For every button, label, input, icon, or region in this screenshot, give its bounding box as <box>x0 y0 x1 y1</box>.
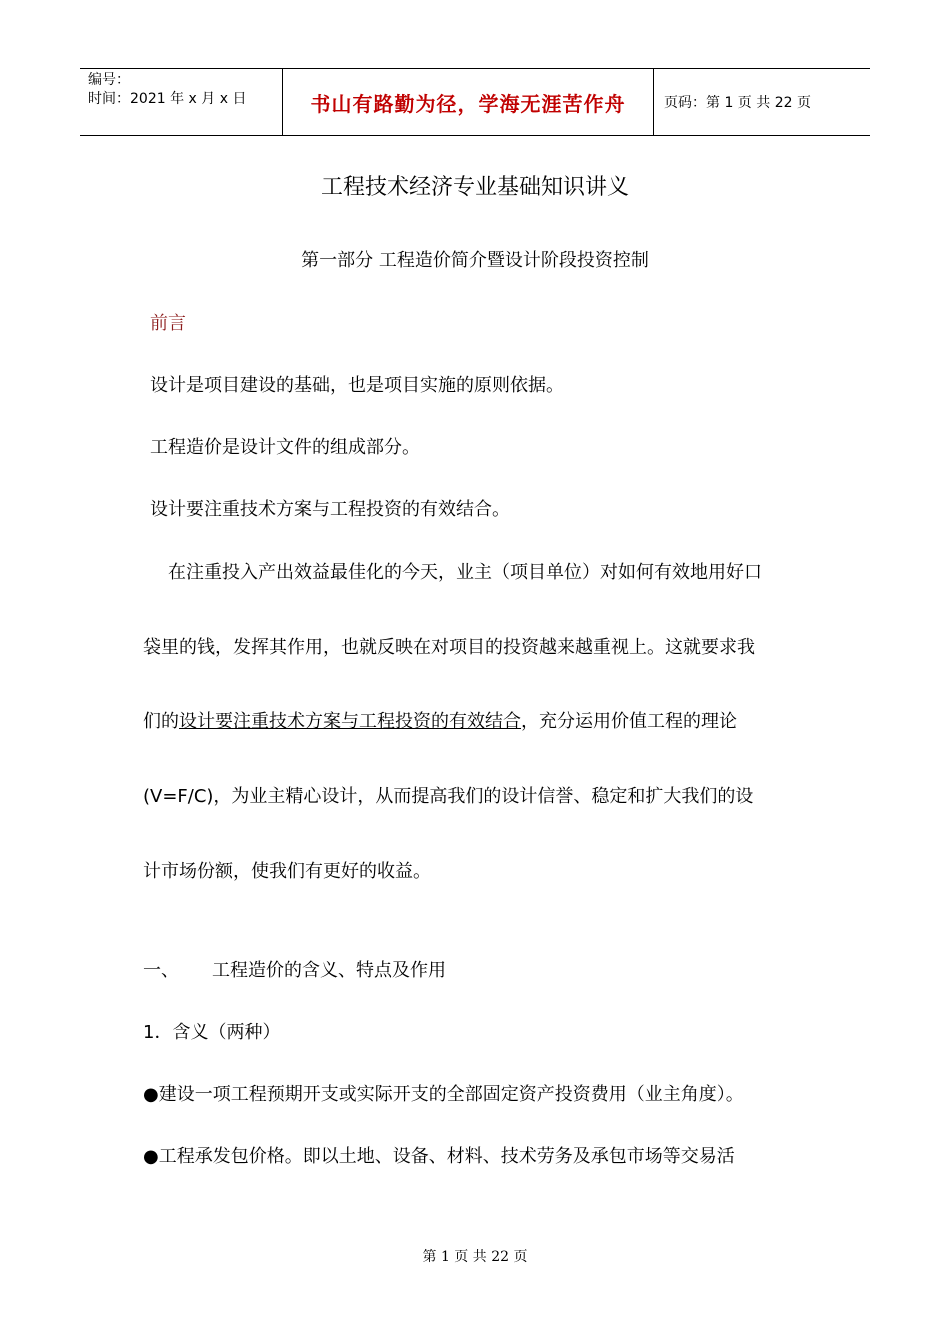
bullet-item: ●建设一项工程预期开支或实际开支的全部固定资产投资费用（业主角度）。 <box>143 1084 744 1105</box>
section-heading: 工程造价的含义、特点及作用 <box>212 960 446 981</box>
preface-heading: 前言 <box>150 313 186 334</box>
time-label: 时间：2021 年 x 月 x 日 <box>88 91 247 107</box>
paragraph-line: 袋里的钱，发挥其作用，也就反映在对项目的投资越来越重视上。这就要求我 <box>143 637 755 658</box>
list-item-heading: 1．含义（两种） <box>143 1022 281 1043</box>
paragraph-line <box>143 707 737 733</box>
motto-text: 书山有路勤为径，学海无涯苦作舟 <box>310 91 626 116</box>
paragraph-line: 设计是项目建设的基础，也是项目实施的原则依据。 <box>150 375 564 396</box>
document-header <box>80 68 870 136</box>
part-subtitle: 第一部分 工程造价简介暨设计阶段投资控制 <box>301 250 649 271</box>
paragraph-line: (V=F/C)，为业主精心设计，从而提高我们的设计信誉、稳定和扩大我们的设 <box>143 786 754 807</box>
page-footer: 第 1 页 共 22 页 <box>422 1249 528 1265</box>
text-run: ，充分运用价值工程的理论 <box>521 711 737 732</box>
header-motto-cell <box>282 69 654 135</box>
underlined-emphasis: 设计要注重技术方案与工程投资的有效结合 <box>179 711 521 732</box>
section-number: 一、 <box>143 960 179 981</box>
paragraph-line: 设计要注重技术方案与工程投资的有效结合。 <box>150 499 510 520</box>
paragraph-line: 工程造价是设计文件的组成部分。 <box>150 437 420 458</box>
number-label: 编号： <box>88 72 130 88</box>
bullet-item: ●工程承发包价格。即以土地、设备、材料、技术劳务及承包市场等交易活 <box>143 1146 735 1167</box>
text-run: 们的 <box>143 711 179 732</box>
document-title: 工程技术经济专业基础知识讲义 <box>320 175 629 200</box>
page-info: 页码：第 1 页 共 22 页 <box>664 95 811 111</box>
header-meta <box>80 69 282 135</box>
paragraph-line: 在注重投入产出效益最佳化的今天，业主（项目单位）对如何有效地用好口 <box>168 562 762 583</box>
header-page-cell <box>654 69 870 135</box>
paragraph-line: 计市场份额，使我们有更好的收益。 <box>143 861 431 882</box>
